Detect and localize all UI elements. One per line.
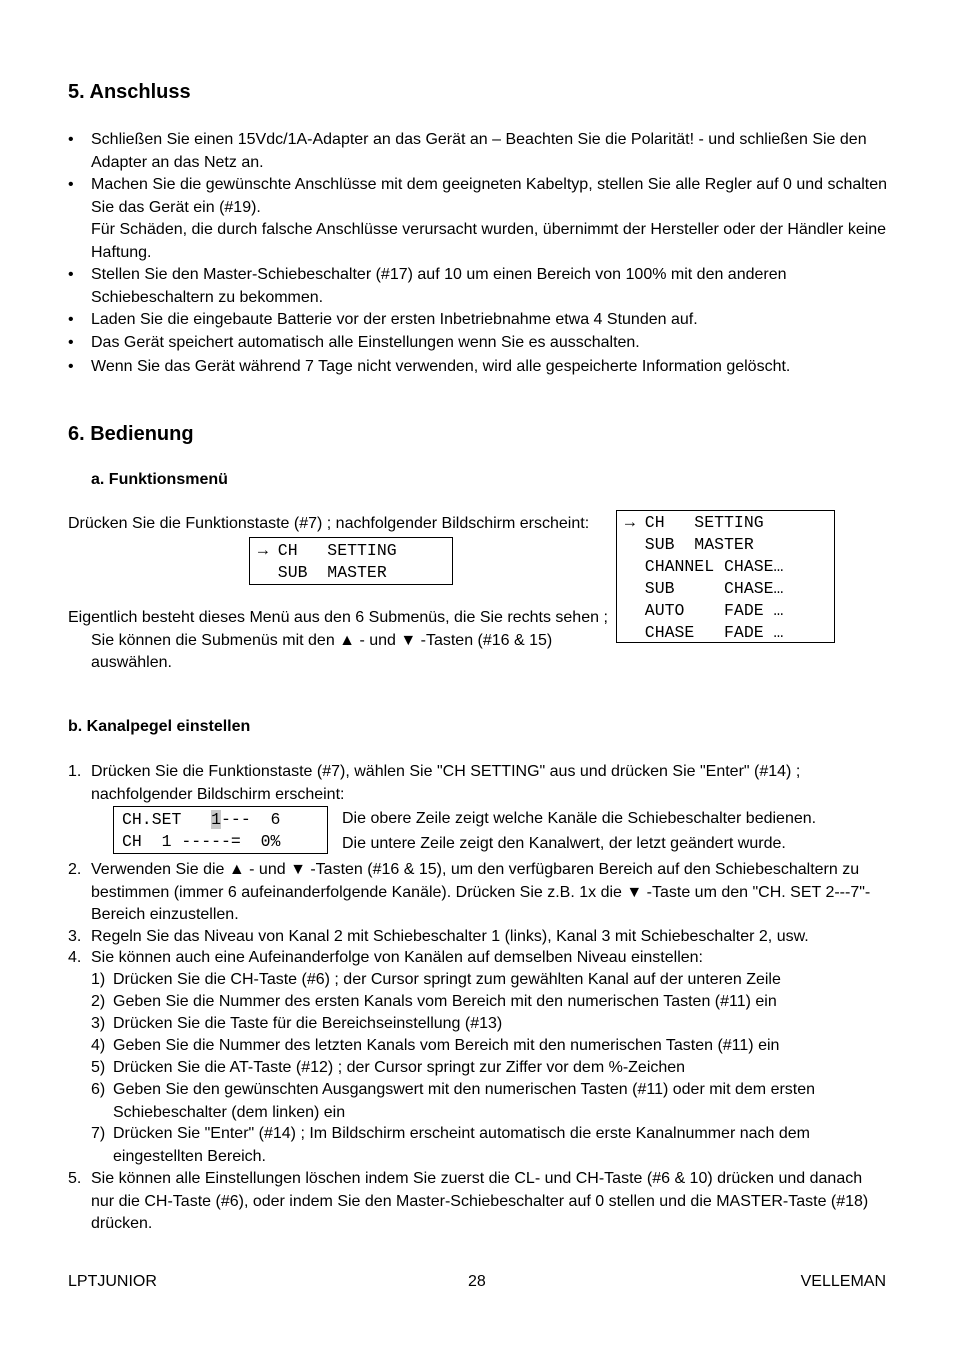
substep-number: 7) bbox=[91, 1125, 106, 1142]
page-number: 28 bbox=[468, 1273, 486, 1290]
list-item: • Schließen Sie einen 15Vdc/1A-Adapter an das Gerät an – Beachten Sie die Polarität! - und schließen Sie den Adapter an das Netz an. bbox=[68, 131, 867, 171]
section-title-bedienung: 6. Bedienung bbox=[68, 423, 194, 445]
step-number: 5. bbox=[68, 1170, 82, 1187]
lcd-line: SUB MASTER bbox=[258, 563, 387, 582]
substep: 4) Geben Sie die Nummer des letzten Kanals vom Bereich mit den numerischen Tasten (#11) ein bbox=[91, 1035, 881, 1058]
list-item: • Das Gerät speichert automatisch alle Einstellungen wenn Sie es ausschalten. bbox=[68, 332, 888, 355]
substep: 6) Geben Sie den gewünschten Ausgangswert mit den numerischen Tasten (#11) oder mit dem ersten Schiebeschalter (dem linken) ein bbox=[91, 1081, 816, 1121]
list-item: • Laden Sie die eingebaute Batterie vor der ersten Inbetriebnahme etwa 4 Stunden auf. bbox=[68, 309, 888, 332]
substep-number: 2) bbox=[91, 993, 106, 1010]
lcd-line: CHANNEL CHASE… bbox=[625, 557, 784, 576]
lcd-cursor: 1 bbox=[211, 810, 222, 829]
lcd-menu-screen bbox=[616, 510, 835, 643]
lcd-line: SUB CHASE… bbox=[625, 579, 784, 598]
step-3: 3. Regeln Sie das Niveau von Kanal 2 mit Schiebeschalter 1 (links), Kanal 3 mit Schiebeschalter 2, usw. bbox=[68, 926, 888, 949]
section-title-anschluss: 5. Anschluss bbox=[68, 81, 191, 103]
intro-text: Drücken Sie die Funktionstaste (#7) ; nachfolgender Bildschirm erscheint: bbox=[68, 515, 590, 532]
lcd-line-top: CH.SET 1--- 6 bbox=[122, 810, 281, 829]
substep: 2) Geben Sie die Nummer des ersten Kanals vom Bereich mit den numerischen Tasten (#11) ein bbox=[91, 991, 881, 1014]
bullet-icon: • bbox=[68, 131, 74, 148]
lcd-line: CHASE FADE … bbox=[625, 623, 784, 642]
lcd-channel-screen bbox=[113, 806, 328, 854]
footer-brand: VELLEMAN bbox=[800, 1273, 886, 1290]
bullet-icon: • bbox=[68, 311, 74, 328]
bullet-icon: • bbox=[68, 358, 74, 375]
submenu-paragraph: Eigentlich besteht dieses Menü aus den 6 Submenüs, die Sie rechts sehen ; Sie können die Submenüs mit den ▲ - und ▼ -Tasten (#16 & 15) auswählen. bbox=[68, 609, 608, 671]
warning-note: Für Schäden, die durch falsche Anschlüsse verursacht wurden, übernimmt der Hersteller oder der Händler keine Haftung. bbox=[91, 221, 887, 261]
list-item: • Machen Sie die gewünschte Anschlüsse mit dem geeigneten Kabeltyp, stellen Sie alle Regler auf 0 und schalten Sie das Gerät ein (#19). Für Schäden, die durch falsche Anschlüsse verursacht wurden, übernimmt der Hersteller oder der Händler keine Haftung. bbox=[68, 174, 888, 264]
subsection-title-funktionsmenu: a. Funktionsmenü bbox=[91, 471, 228, 488]
bullet-icon: • bbox=[68, 266, 74, 283]
bullet-icon: • bbox=[68, 176, 74, 193]
lcd-line-bottom: CH 1 -----= 0% bbox=[122, 832, 281, 851]
substep: 7) Drücken Sie "Enter" (#14) ; Im Bildschirm erscheint automatisch die erste Kanalnummer nach dem eingestellten Bereich. bbox=[91, 1125, 810, 1165]
subsection-title-kanalpegel: b. Kanalpegel einstellen bbox=[68, 718, 251, 735]
step-number: 3. bbox=[68, 928, 82, 945]
list-item: • Wenn Sie das Gerät während 7 Tage nicht verwenden, wird alle gespeicherte Information gelöscht. bbox=[68, 356, 888, 379]
substep-number: 4) bbox=[91, 1037, 106, 1054]
step-2: 2. Verwenden Sie die ▲ - und ▼ -Tasten (#16 & 15), um den verfügbaren Bereich auf den Schiebeschaltern zu bestimmen (immer 6 aufeinanderfolgende Kanäle). Drücken Sie z.B. 1x die ▼ -Taste um den "CH. SET 2---7"-Bereich einzustellen. bbox=[68, 861, 871, 923]
bullet-icon: • bbox=[68, 334, 74, 351]
substep-number: 3) bbox=[91, 1015, 106, 1032]
lcd-line: → CH SETTING bbox=[625, 513, 764, 532]
step-number: 2. bbox=[68, 861, 82, 878]
step-5: 5. Sie können alle Einstellungen löschen indem Sie zuerst die CL- und CH-Taste (#6 & 10) drücken und danach nur die CH-Taste (#6), oder indem Sie den Master-Schiebeschalter auf 0 stellen und die MASTER-Taste (#18) drücken. bbox=[68, 1170, 869, 1232]
step-number: 4. bbox=[68, 949, 82, 966]
step-1: 1. Drücken Sie die Funktionstaste (#7), wählen Sie "CH SETTING" aus und drücken Sie "Enter" (#14) ; nachfolgender Bildschirm erscheint: bbox=[68, 763, 801, 803]
lcd-line: AUTO FADE … bbox=[625, 601, 784, 620]
substep: 1) Drücken Sie die CH-Taste (#6) ; der Cursor springt zum gewählten Kanal auf der unteren Zeile bbox=[91, 969, 881, 992]
lcd-notes: Die obere Zeile zeigt welche Kanäle die Schiebeschalter bedienen. Die untere Zeile zeigt den Kanalwert, der letzt geändert wurde. bbox=[342, 810, 817, 852]
list-item: • Stellen Sie den Master-Schiebeschalter (#17) auf 10 um einen Bereich von 100% mit den anderen Schiebeschaltern zu bekommen. bbox=[68, 266, 787, 306]
substep: 5) Drücken Sie die AT-Taste (#12) ; der Cursor springt zur Ziffer vor dem %-Zeichen bbox=[91, 1057, 881, 1080]
step-4: 4. Sie können auch eine Aufeinanderfolge von Kanälen auf demselben Niveau einstellen: bbox=[68, 947, 888, 970]
lcd-line: SUB MASTER bbox=[625, 535, 754, 554]
substep: 3) Drücken Sie die Taste für die Bereichseinstellung (#13) bbox=[91, 1013, 881, 1036]
substep-number: 1) bbox=[91, 971, 106, 988]
step-number: 1. bbox=[68, 763, 82, 780]
footer-product: LPTJUNIOR bbox=[68, 1273, 157, 1290]
lcd-line: → CH SETTING bbox=[258, 541, 397, 560]
substep-number: 6) bbox=[91, 1081, 106, 1098]
lcd-screen-small bbox=[249, 537, 453, 585]
substep-number: 5) bbox=[91, 1059, 106, 1076]
